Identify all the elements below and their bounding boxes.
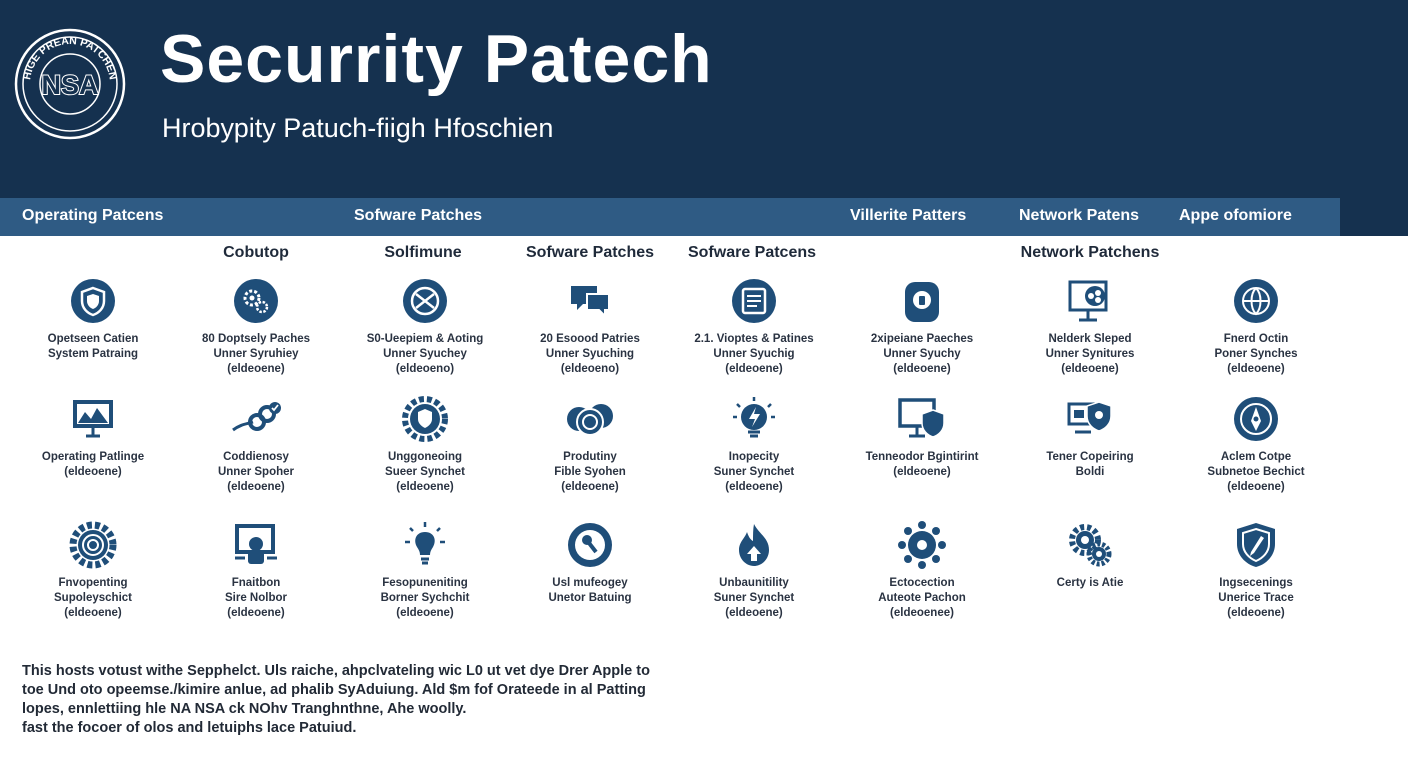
header-side-strip [1340,198,1408,236]
page-title: Securrity Patech [160,21,713,97]
network-monitor-icon [1065,276,1115,326]
compass-icon [400,276,450,326]
monitor-chart-icon [68,394,118,444]
patch-tile[interactable] [847,276,997,377]
patch-tile-label: Inopecity [728,451,780,463]
pen-circle-icon [1231,394,1281,444]
patch-tile-label: Ingsecenings [1219,577,1293,589]
patch-tile-label: S0-Ueepiem & Aoting [366,333,484,345]
patch-tile-label: Poner Synches [1214,348,1298,360]
patch-tile[interactable] [181,276,331,377]
patch-tile-label: Unner Syuchig [713,348,795,360]
globe-shield-icon [1231,276,1281,326]
patch-tile-label: (eldeoene) [1227,481,1285,493]
patch-tile[interactable] [350,394,500,495]
patch-tile[interactable] [181,394,331,495]
patch-tile-label: (eldeoene) [725,363,783,375]
footer-line: toe Und oto opeemse./kimire anlue, ad phalib SyAduiung. Ald $m fof Orateede in al Patting [22,682,646,698]
light-bulb-icon [400,520,450,570]
header-banner [0,0,1408,198]
patch-tile-label: (eldeoene) [64,466,122,478]
nav-item-appe[interactable]: Appe ofomiore [1179,207,1292,224]
seal-logo-text: NSA [41,70,99,100]
patch-tile-label: (eldeoene) [561,481,619,493]
patch-tile[interactable] [181,520,331,621]
patch-tile-label: Unetor Batuing [548,592,632,604]
shield-pen-icon [1231,520,1281,570]
devices-shield-icon [1065,394,1115,444]
nsa-seal-icon [14,28,126,140]
patch-tile-label: Opetseen Catien [47,333,139,345]
patch-tile[interactable] [350,520,500,621]
patch-tile[interactable] [1015,520,1165,591]
nav-item-villerite[interactable]: Villerite Patters [850,207,967,224]
patch-tile-label: (eldeoene) [893,363,951,375]
patch-tile[interactable] [679,520,829,621]
patch-tile-label: (eldeoeno) [560,363,620,375]
patch-tile[interactable] [1181,520,1331,621]
patch-tile[interactable] [18,520,168,621]
patch-tile-label: (eldeoenee) [890,607,954,619]
gears-icon [231,276,281,326]
patch-tile[interactable] [847,520,997,621]
patch-tile-label: Usl mufeogey [552,577,628,589]
patch-tile[interactable] [1181,276,1331,377]
patch-tile-label: Unner Synitures [1045,348,1135,360]
patch-tile-label: (eldeoene) [227,607,285,619]
patch-tile-label: Unerice Trace [1218,592,1294,604]
patch-tile-label: (eldeoene) [725,607,783,619]
patch-tile[interactable] [515,520,665,606]
patch-tile[interactable] [847,394,997,480]
lock-tablet-icon [897,276,947,326]
gear-target-icon [68,520,118,570]
patch-tile-label: (eldeoeno) [395,363,455,375]
patch-tile-label: (eldeoene) [227,363,285,375]
patch-tile[interactable] [18,276,168,362]
patch-tile-label: (eldeoene) [1227,607,1285,619]
patch-tile-label: (eldeoene) [1227,363,1285,375]
patch-tile-label: Operating Patlinge [41,451,145,463]
patch-tile-label: Fesopuneniting [382,577,468,589]
patch-tile-label: Tenneodor Bgintirint [865,451,979,463]
patch-tile-label: Produtiny [563,451,617,463]
patch-tile-label: 2.1. Vioptes & Patines [694,333,814,345]
patch-tile[interactable] [515,394,665,495]
patch-tile-label: Unner Syuching [545,348,635,360]
patch-tile[interactable] [679,394,829,495]
patch-tile-label: System Patraing [47,348,139,360]
patch-tile-label: (eldeoene) [1061,363,1119,375]
patch-tile-label: 80 Doptsely Paches [201,333,311,345]
patch-tile-label: Fnerd Octin [1223,333,1289,345]
patch-tile-label: Nelderk Sleped [1048,333,1132,345]
user-screen-icon [231,520,281,570]
gears-cluster-icon [1065,520,1115,570]
patch-tile-label: Unner Spoher [217,466,295,478]
patch-tile-label: (eldeoene) [893,466,951,478]
patch-tile-label: Unbaunitility [719,577,789,589]
computer-shield-icon [897,394,947,444]
coins-icon [565,394,615,444]
patch-tile-label: Aclem Cotpe [1220,451,1292,463]
patch-tile-label: Unggoneoing [387,451,463,463]
chain-link-icon [231,394,281,444]
patch-tile-label: Auteote Pachon [878,592,966,604]
nav-item-network[interactable]: Network Patens [1019,207,1140,224]
patch-tile-label: Supoleyschict [54,592,132,604]
patch-tile-label: Borner Sychchit [380,592,470,604]
column-header: Sofware Patches [525,244,655,261]
patch-tile-label: Subnetoe Bechict [1207,466,1305,478]
patch-tile-label: Unner Syuchey [383,348,467,360]
patch-tile-label: Tener Copeiring [1046,451,1134,463]
patch-tile-label: Suner Synchet [713,592,795,604]
patch-tile-label: Unner Syuchy [883,348,961,360]
column-header: Cobutop [223,244,289,261]
column-header: Sofware Patcens [687,244,817,261]
seal-ring-text: HIGE PREAN PATCHEN [21,34,119,81]
patch-tile[interactable] [515,276,665,377]
key-circle-icon [565,520,615,570]
patch-tile[interactable] [1181,394,1331,495]
flame-icon [729,520,779,570]
patch-tile-label: (eldeoene) [64,607,122,619]
column-header: Network Patchens [1020,244,1160,261]
lightning-bulb-icon [729,394,779,444]
patch-tile-label: Boldi [1075,466,1105,478]
patch-tile-label: Coddienosy [223,451,289,463]
patch-tile-label: 2xipeiane Paeches [870,333,974,345]
patch-tile-label: (eldeoene) [396,607,454,619]
gear-shield-icon [400,394,450,444]
footer-line: This hosts votust withe Sepphelct. Uls raiche, ahpclvateling wic L0 ut vet dye Drer Apple to [22,663,650,679]
category-nav [0,198,1340,236]
footer-description [22,662,662,738]
patch-tile-label: Unner Syruhiey [213,348,299,360]
column-header: Solfimune [384,244,462,261]
nav-item-operating[interactable]: Operating Patcens [22,207,164,224]
nav-item-software[interactable]: Sofware Patches [354,207,483,224]
patch-tile-label: Fnaitbon [231,577,281,589]
patch-tile-label: (eldeoene) [725,481,783,493]
patch-tile[interactable] [679,276,829,377]
patch-tile[interactable] [1015,276,1165,377]
virus-icon [897,520,947,570]
patch-tile-label: (eldeoene) [227,481,285,493]
shield-icon [68,276,118,326]
page-subtitle: Hrobурity Patuch-fiigh Hfoschien [162,113,554,143]
patch-tile-label: 20 Esoood Patries [540,333,640,345]
patch-tile-label: Fnvopenting [58,577,128,589]
patch-tile-label: Sire Nolbor [225,592,287,604]
patch-tile[interactable] [350,276,500,377]
patch-tile[interactable] [1015,394,1165,480]
footer-line: fast the focoer of olos and letuiphs lace Patuiud. [22,720,357,736]
patch-tile-label: Ectocection [889,577,955,589]
footer-line: lopes, ennlettiing hle NA NSA ck NOhv Tranghnthne, Ahe woolly. [22,701,467,717]
chat-bubbles-icon [565,276,615,326]
patch-tile-label: Fible Syohen [554,466,626,478]
patch-tile[interactable] [18,394,168,480]
patch-tile-label: Sueer Synchet [385,466,465,478]
patch-tile-label: Suner Synchet [713,466,795,478]
patch-tile-label: (eldeoene) [396,481,454,493]
document-icon [729,276,779,326]
patch-tile-label: Certy is Atie [1056,577,1124,589]
